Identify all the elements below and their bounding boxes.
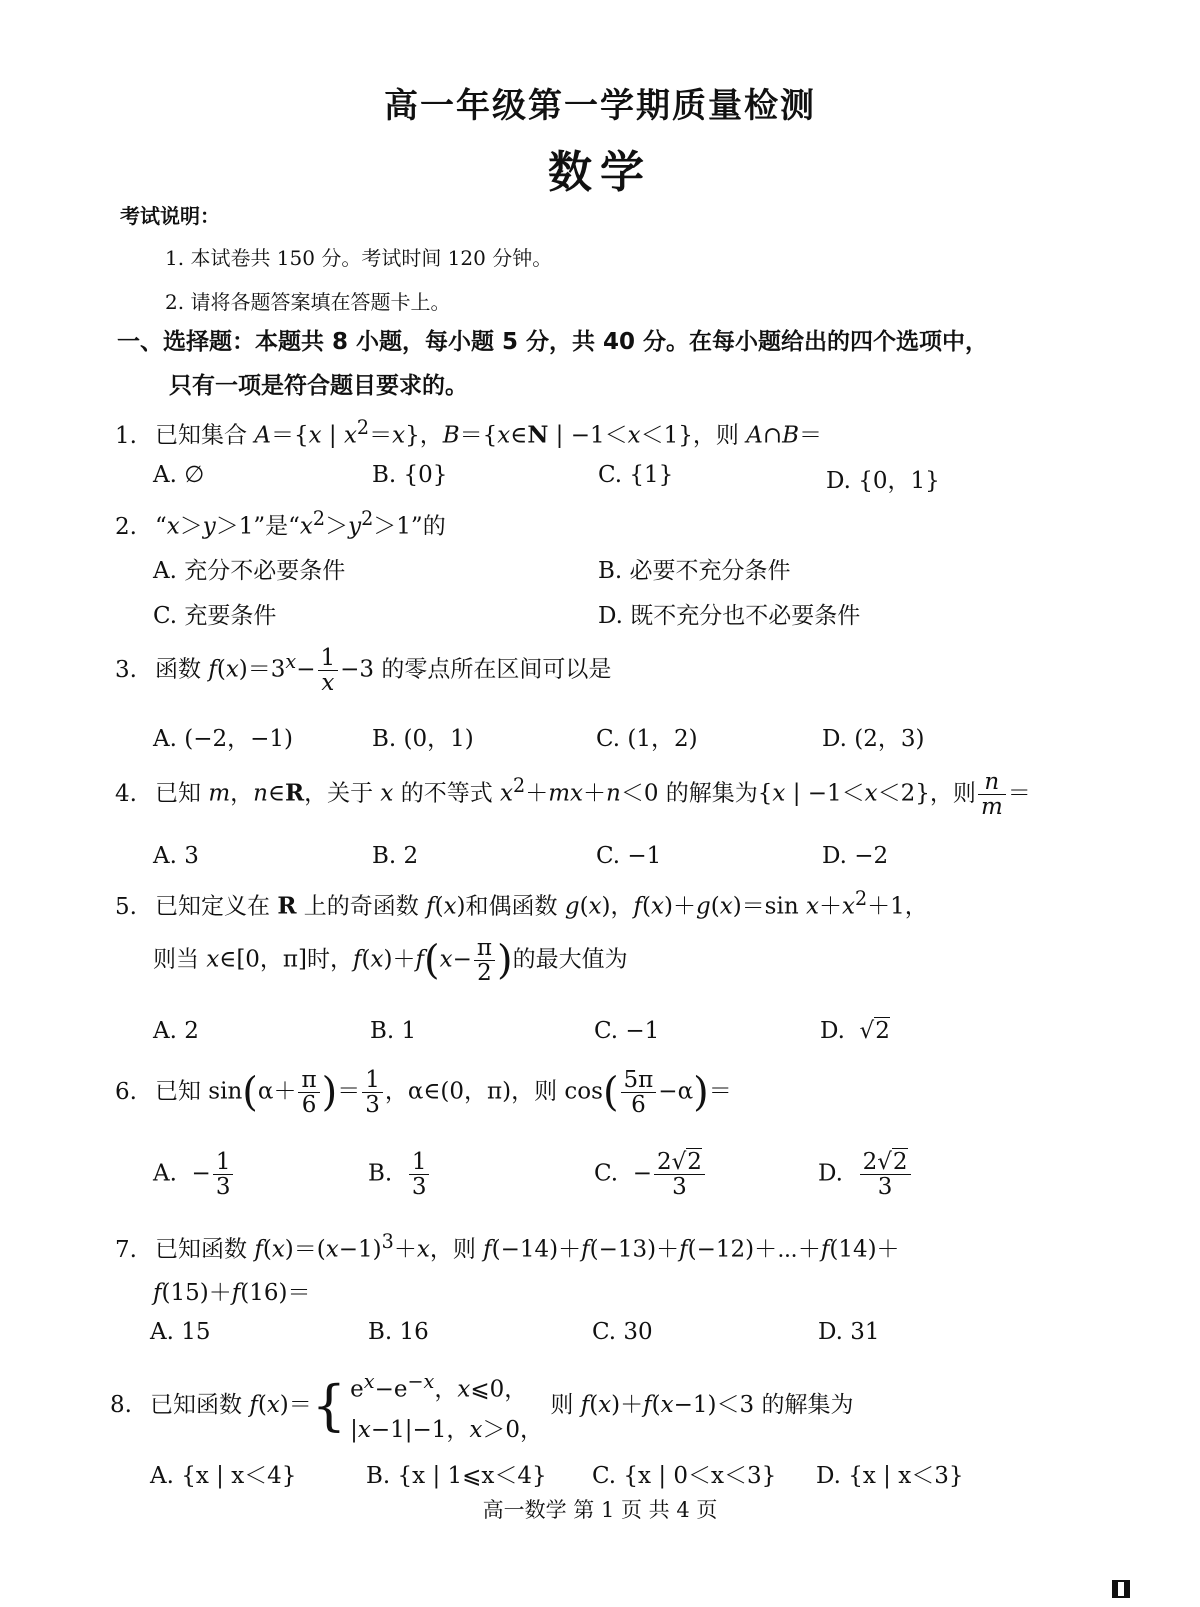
- question-8: 8. 已知函数 f(x)＝{ $e^x-e^{-x}$，x⩽0， |x−1|−1，x＞0， 则 f(x)＋f(x−1)＜3 的解集为: [110, 1370, 854, 1443]
- question-1: 1. 已知集合 A＝{x | $x^2=x$}，B＝{x∈N | −1＜x＜1}，则 A∩B＝: [115, 416, 822, 449]
- q8-option-c: C. {x | 0＜x＜3}: [592, 1463, 777, 1489]
- q5-option-c: C. −1: [594, 1018, 660, 1044]
- q4-option-d: D. −2: [822, 843, 889, 869]
- question-number: 6.: [115, 1078, 137, 1105]
- question-6: 6. 已知 sin(α＋ $\frac{\pi}{6}$ )＝ $\frac{1}{3}$ ，α∈(0，π)，则 cos( $\frac{5\pi}{6}$ −α)＝: [115, 1067, 732, 1119]
- q6-option-d: D. $\frac{2√2}{3}$: [818, 1150, 913, 1199]
- q3-option-a: A. (−2，−1): [153, 726, 293, 752]
- q3-option-d: D. (2，3): [822, 726, 925, 752]
- q7-option-d: D. 31: [818, 1319, 880, 1345]
- q4-option-a: A. 3: [153, 843, 199, 869]
- q2-option-d: D. 既不充分也不必要条件: [598, 603, 861, 629]
- qr-code-icon: [1112, 1580, 1130, 1598]
- question-number: 3.: [115, 656, 137, 683]
- q5-option-d: D. √2: [820, 1018, 890, 1044]
- q1-option-c: C. {1}: [598, 462, 674, 488]
- instruction-item-2: 2. 请将各题答案填在答题卡上。: [165, 290, 451, 314]
- q1-option-a: A. ∅: [153, 462, 205, 488]
- question-number: 2.: [115, 513, 137, 540]
- q2-option-a: A. 充分不必要条件: [153, 558, 346, 584]
- q8-option-b: B. {x | 1⩽x＜4}: [366, 1463, 547, 1489]
- exam-title: 高一年级第一学期质量检测: [384, 86, 816, 126]
- q4-option-b: B. 2: [372, 843, 419, 869]
- question-5-line-2: 则当 x∈[0，π]时，f(x)＋f(x− $\frac{\pi}{2}$ )的最大值为: [153, 935, 628, 987]
- question-number: 8.: [110, 1391, 132, 1418]
- q1-option-d: D. {0，1}: [826, 468, 940, 494]
- page-footer: 高一数学 第 1 页 共 4 页: [482, 1498, 718, 1522]
- question-3: 3. 函数 $f(x)=3^x-$ $\frac{1}{x}$ −3 的零点所在区间可以是: [115, 645, 612, 697]
- q8-option-d: D. {x | x＜3}: [816, 1463, 964, 1489]
- question-4: 4. 已知 m，n∈R，关于 x 的不等式 $x^2+mx+n<0$ 的解集为{x | −1＜x＜2}，则 $\frac{n}{m}$ ＝: [115, 769, 1031, 821]
- q5-option-a: A. 2: [153, 1018, 199, 1044]
- q7-option-b: B. 16: [368, 1319, 429, 1345]
- question-number: 5.: [115, 893, 137, 920]
- question-7-line-1: 7. 已知函数 $f(x)=(x-1)^3+x$，则 f(−14)＋f(−13)＋f(−12)＋⋯＋f(14)＋: [115, 1230, 900, 1263]
- q7-option-a: A. 15: [150, 1319, 211, 1345]
- question-5-line-1: 5. 已知定义在 R 上的奇函数 f(x)和偶函数 g(x)，f(x)＋g(x)＝sin $x+x^2+1$，: [115, 887, 928, 920]
- q6-option-c: C. − $\frac{2√2}{3}$: [594, 1150, 707, 1199]
- q1-option-b: B. {0}: [372, 462, 448, 488]
- q2-option-c: C. 充要条件: [153, 603, 277, 629]
- question-number: 4.: [115, 780, 137, 807]
- q8-option-a: A. {x | x＜4}: [150, 1463, 297, 1489]
- instruction-item-1: 1. 本试卷共 150 分。考试时间 120 分钟。: [165, 246, 553, 270]
- q6-option-b: B. $\frac{1}{3}$: [368, 1150, 431, 1199]
- q2-option-b: B. 必要不充分条件: [598, 558, 791, 584]
- section-heading: [117, 320, 1097, 408]
- q6-option-a: A. − $\frac{1}{3}$: [153, 1150, 235, 1199]
- instructions-heading: 考试说明：: [120, 204, 220, 228]
- q7-option-c: C. 30: [592, 1319, 653, 1345]
- q4-option-c: C. −1: [596, 843, 662, 869]
- q3-option-b: B. (0，1): [372, 726, 474, 752]
- question-number: 1.: [115, 422, 137, 449]
- question-number: 7.: [115, 1236, 137, 1263]
- section-heading-line1: 一、选择题：本题共 8 小题，每小题 5 分，共 40 分。在每小题给出的四个选项中，: [117, 329, 989, 355]
- question-7-line-2: f(15)＋f(16)＝: [153, 1280, 311, 1306]
- q3-option-c: C. (1，2): [596, 726, 698, 752]
- q5-option-b: B. 1: [370, 1018, 417, 1044]
- subject-title: 数学: [548, 147, 652, 198]
- question-2: 2. “x＞y＞1”是“$x^2>y^2>1$”的: [115, 507, 446, 540]
- section-heading-line2: 只有一项是符合题目要求的。: [169, 373, 468, 399]
